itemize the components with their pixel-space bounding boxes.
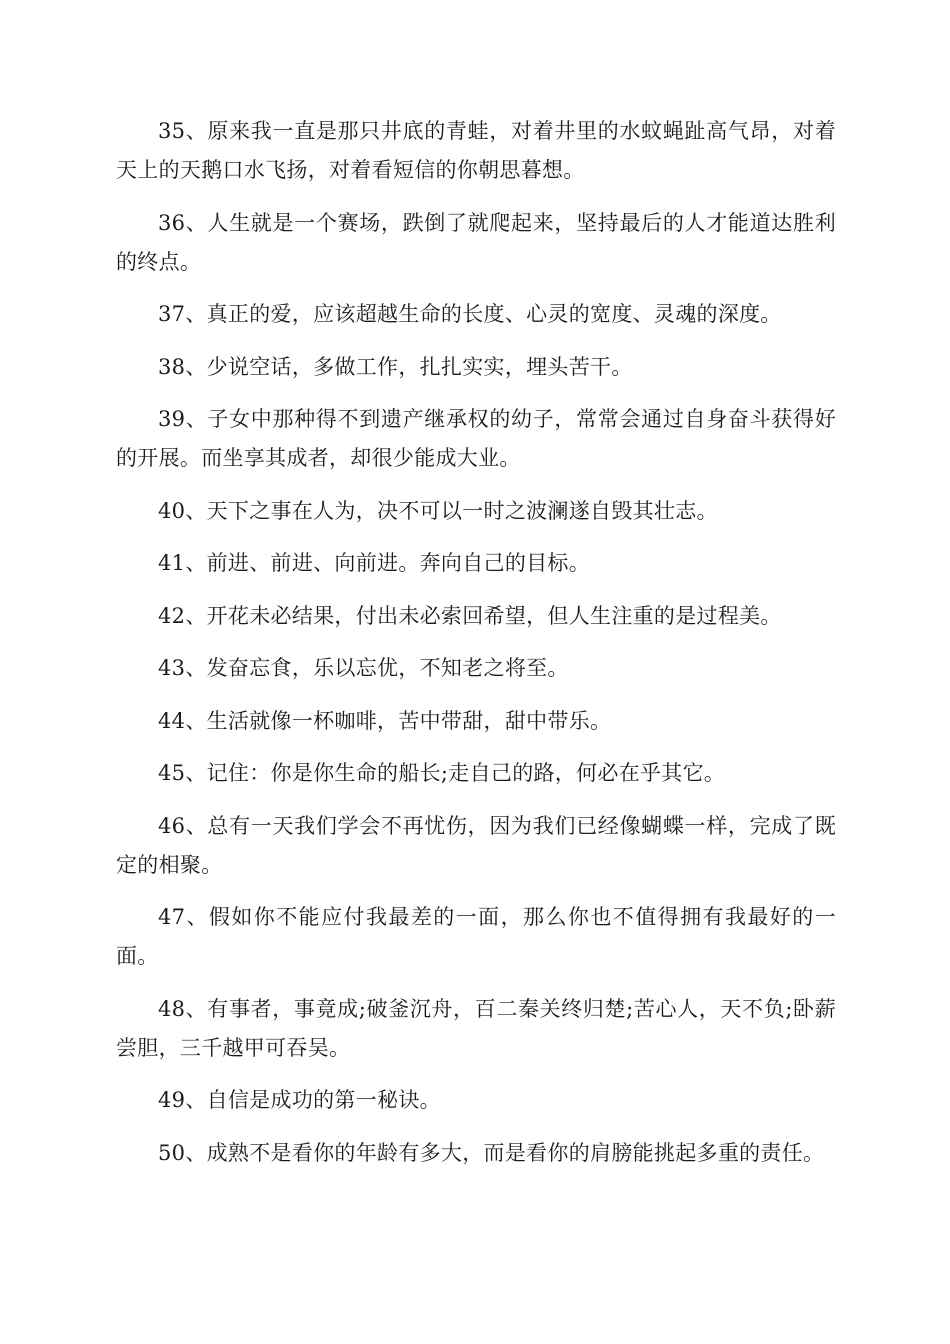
paragraph-43: 43、发奋忘食，乐以忘优，不知老之将至。 — [158, 656, 569, 680]
paragraph-49: 49、自信是成功的第一秘诀。 — [158, 1088, 441, 1112]
paragraph-37: 37、真正的爱，应该超越生命的长度、心灵的宽度、灵魂的深度。 — [158, 302, 782, 326]
paragraph-44: 44、生活就像一杯咖啡，苦中带甜，甜中带乐。 — [158, 708, 612, 733]
paragraph-47: 47、假如你不能应付我最差的一面，那么你也不值得拥有我最好的一面。 — [116, 905, 836, 968]
paragraph-46: 46、总有一天我们学会不再忧伤，因为我们已经像蝴蝶一样，完成了既定的相聚。 — [116, 813, 836, 877]
paragraph-36: 36、人生就是一个赛场，跌倒了就爬起来，坚持最后的人才能道达胜利的终点。 — [116, 210, 836, 274]
paragraph-48: 48、有事者，事竟成;破釜沉舟，百二秦关终归楚;苦心人，天不负;卧薪尝胆，三千越甲可吞吴。 — [116, 996, 836, 1060]
paragraph-41: 41、前进、前进、向前进。奔向自己的目标。 — [158, 551, 591, 575]
paragraph-35: 35、原来我一直是那只井底的青蛙，对着井里的水蚊蝇趾高气昂，对着天上的天鹅口水飞扬，对着看短信的你朝思暮想。 — [116, 119, 836, 182]
paragraph-50: 50、成熟不是看你的年龄有多大，而是看你的肩膀能挑起多重的责任。 — [158, 1140, 825, 1165]
paragraph-42: 42、开花未必结果，付出未必索回希望，但人生注重的是过程美。 — [158, 603, 782, 628]
paragraph-40: 40、天下之事在人为，决不可以一时之波澜遂自毁其壮志。 — [158, 498, 718, 523]
paragraph-45: 45、记住：你是你生命的船长;走自己的路，何必在乎其它。 — [158, 761, 726, 785]
document-body — [116, 112, 836, 1186]
paragraph-39: 39、子女中那种得不到遗产继承权的幼子，常常会通过自身奋斗获得好的开展。而坐享其成者，却很少能成大业。 — [116, 407, 836, 470]
paragraph-38: 38、少说空话，多做工作，扎扎实实，埋头苦干。 — [158, 354, 633, 379]
